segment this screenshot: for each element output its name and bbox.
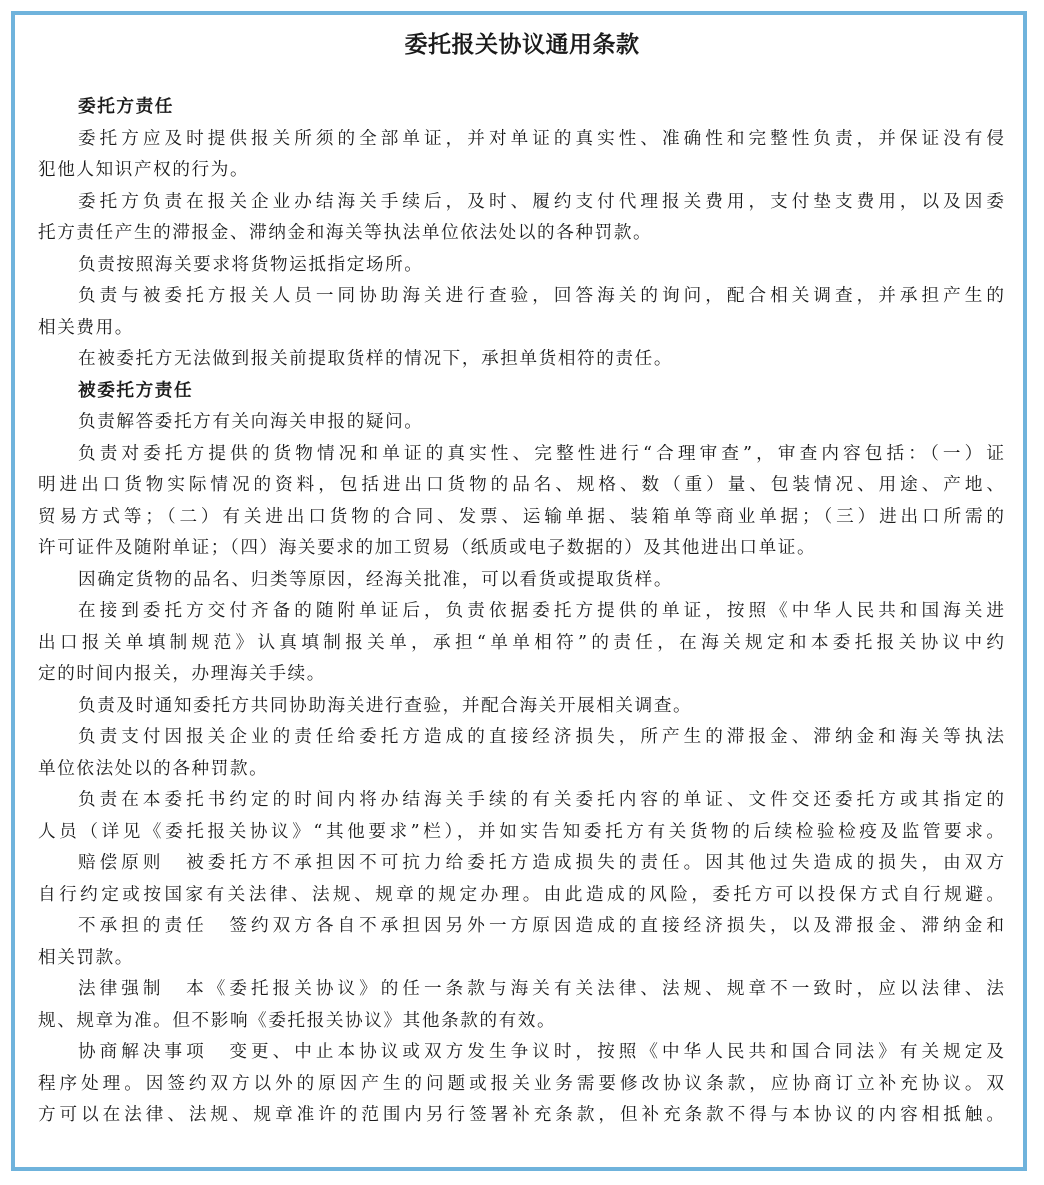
text-line: 相关罚款。 xyxy=(38,947,134,968)
text-line: 定的时间内报关，办理海关手续。 xyxy=(38,664,326,684)
text-line: 相关费用。 xyxy=(38,317,134,338)
text-line: 托方责任产生的滞报金、滞纳金和海关等执法单位依法处以的各种罚款。 xyxy=(38,223,653,243)
text-line: 人员（详见《委托报关协议》“其他要求”栏），并如实告知委托方有关货物的后续检验检疫及监管要求。 xyxy=(38,821,1004,842)
document-body xyxy=(38,92,1004,1132)
text-line: 许可证件及随附单证；（四）海关要求的加工贸易（纸质或电子数据的）及其他进出口单证。 xyxy=(38,538,817,558)
text-line: 程序处理。因签约双方以外的原因产生的问题或报关业务需要修改协议条款，应协商订立补充协议。双 xyxy=(38,1073,1004,1094)
text-line: 方可以在法律、法规、规章准许的范围内另行签署补充条款，但补充条款不得与本协议的内容相抵触。 xyxy=(38,1105,1004,1125)
text-line: 在接到委托方交付齐备的随附单证后，负责依据委托方提供的单证，按照《中华人民共和国海关进 xyxy=(78,601,1004,621)
text-line: 委托方负责在报关企业办结海关手续后，及时、履约支付代理报关费用，支付垫支费用，以及因委 xyxy=(78,191,1004,212)
text-line: 出口报关单填制规范》认真填制报关单，承担“单单相符”的责任，在海关规定和本委托报关协议中约 xyxy=(38,632,1004,653)
text-line: 负责支付因报关企业的责任给委托方造成的直接经济损失，所产生的滞报金、滞纳金和海关等执法 xyxy=(78,727,1004,747)
text-line: 负责解答委托方有关向海关申报的疑问。 xyxy=(78,412,424,432)
text-line: 负责对委托方提供的货物情况和单证的真实性、完整性进行“合理审查”，审查内容包括：（一）证 xyxy=(78,443,1004,464)
document-title: 委托报关协议通用条款 xyxy=(404,32,640,58)
text-line: 赔偿原则 被委托方不承担因不可抗力给委托方造成损失的责任。因其他过失造成的损失，由双方 xyxy=(78,853,1004,873)
section-heading: 被委托方责任 xyxy=(78,380,194,401)
text-line: 负责及时通知委托方共同协助海关进行查验，并配合海关开展相关调查。 xyxy=(78,695,693,716)
text-line: 协商解决事项 变更、中止本协议或双方发生争议时，按照《中华人民共和国合同法》有关规定及 xyxy=(78,1042,1004,1062)
text-line: 犯他人知识产权的行为。 xyxy=(38,160,250,180)
text-line: 法律强制 本《委托报关协议》的任一条款与海关有关法律、法规、规章不一致时，应以法律、法 xyxy=(78,979,1004,999)
text-line: 委托方应及时提供报关所须的全部单证，并对单证的真实性、准确性和完整性负责，并保证没有侵 xyxy=(78,128,1004,149)
text-line: 不承担的责任 签约双方各自不承担因另外一方原因造成的直接经济损失，以及滞报金、滞纳金和 xyxy=(78,916,1004,936)
text-line: 规、规章为准。但不影响《委托报关协议》其他条款的有效。 xyxy=(38,1010,557,1031)
text-line: 单位依法处以的各种罚款。 xyxy=(38,758,269,779)
text-line: 负责在本委托书约定的时间内将办结海关手续的有关委托内容的单证、文件交还委托方或其指定的 xyxy=(78,790,1004,810)
text-line: 明进出口货物实际情况的资料，包括进出口货物的品名、规格、数（重）量、包装情况、用途、产地、 xyxy=(38,475,1004,495)
text-line: 负责按照海关要求将货物运抵指定场所。 xyxy=(78,254,424,275)
text-line: 在被委托方无法做到报关前提取货样的情况下，承担单货相符的责任。 xyxy=(78,349,674,369)
section-heading: 委托方责任 xyxy=(78,97,174,117)
text-line: 贸易方式等；（二）有关进出口货物的合同、发票、运输单据、装箱单等商业单据；（三）进出口所需的 xyxy=(38,506,1004,527)
text-line: 自行约定或按国家有关法律、法规、规章的规定办理。由此造成的风险，委托方可以投保方式自行规避。 xyxy=(38,884,1004,905)
text-line: 因确定货物的品名、归类等原因，经海关批准，可以看货或提取货样。 xyxy=(78,569,674,590)
text-line: 负责与被委托方报关人员一同协助海关进行查验，回答海关的询问，配合相关调查，并承担产生的 xyxy=(78,286,1004,306)
